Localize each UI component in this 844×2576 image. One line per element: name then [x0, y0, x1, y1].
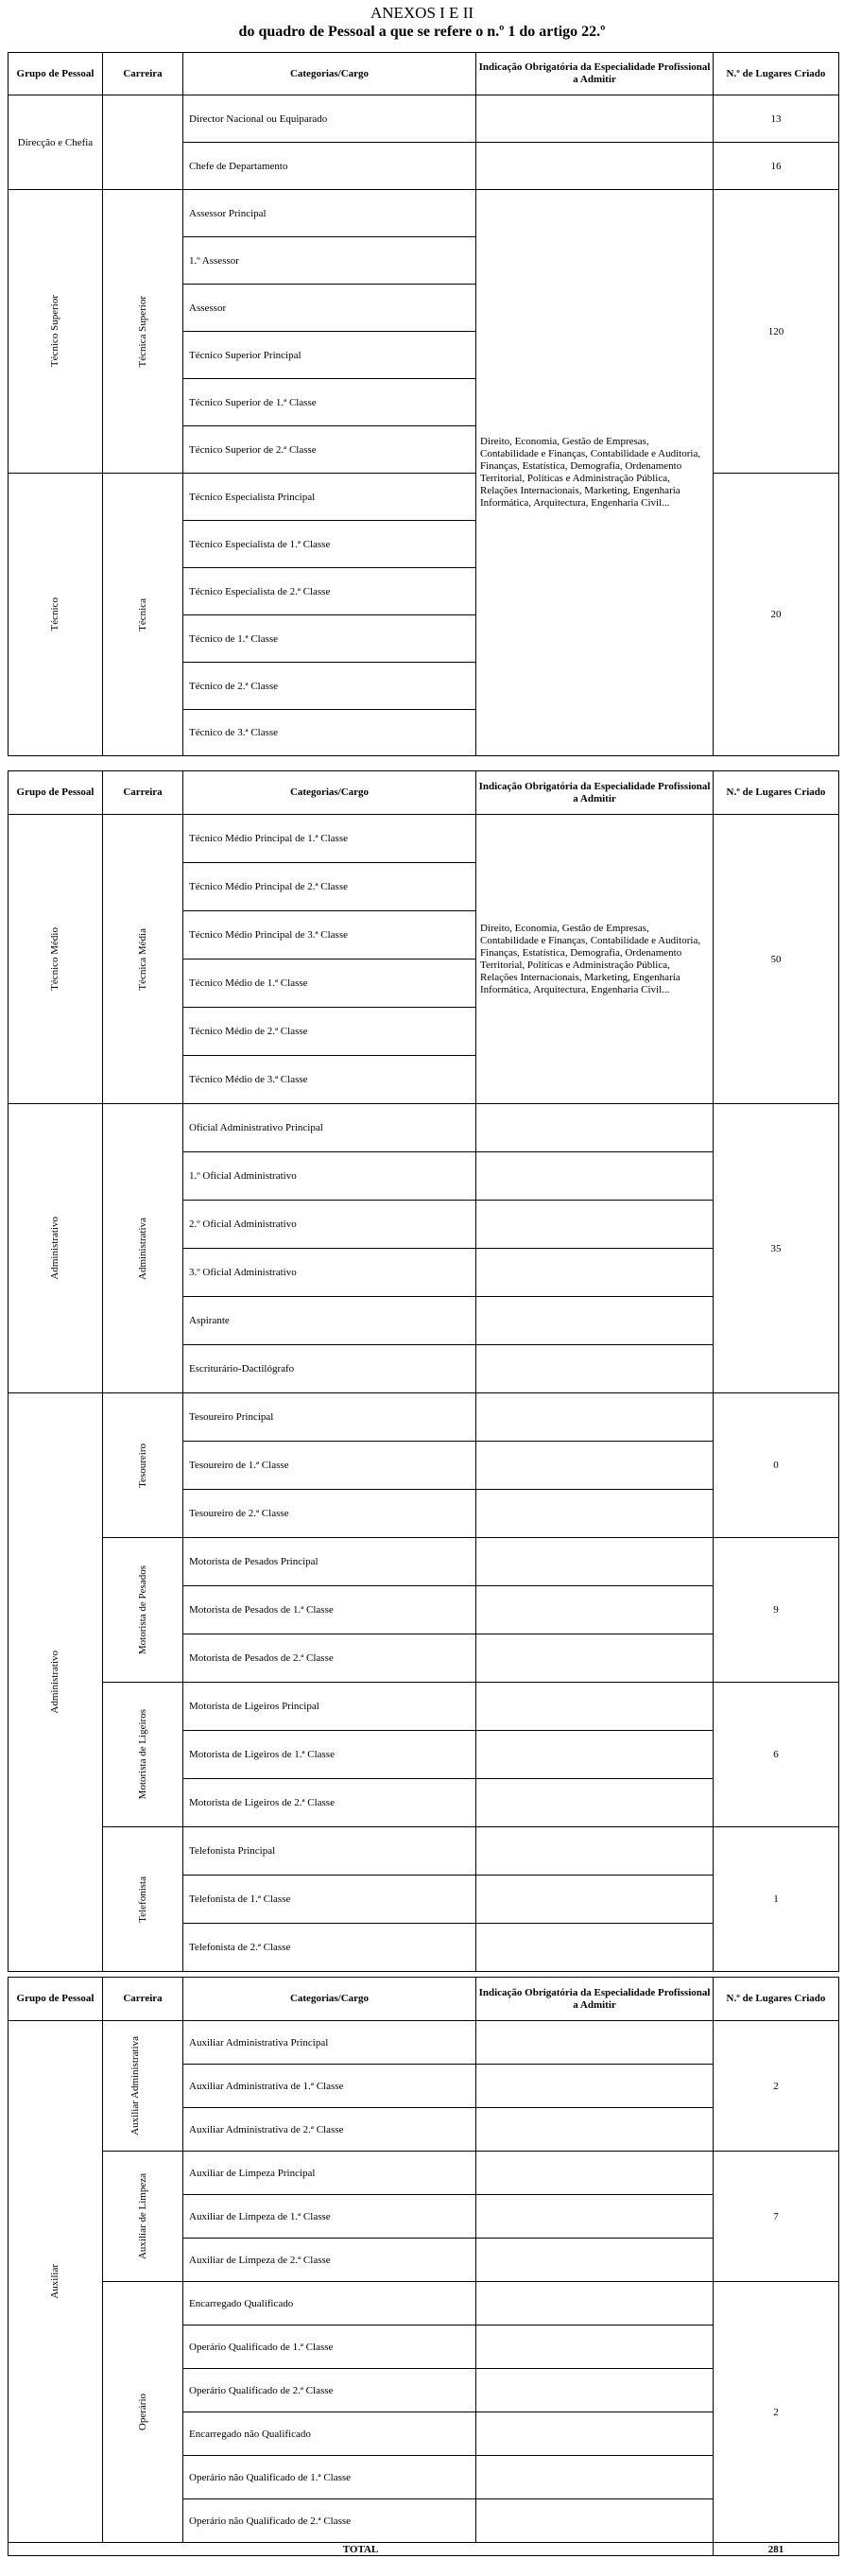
indicacao-cell — [476, 1683, 714, 1731]
categoria-cell: 3.º Oficial Administrativo — [183, 1249, 476, 1297]
header-indicacao: Indicação Obrigatória da Especialidade Profissional a Admitir — [476, 1978, 714, 2021]
carreira-cell: Técnica — [103, 474, 183, 756]
indicacao-cell — [476, 1345, 714, 1393]
categoria-cell: Técnico de 2.ª Classe — [183, 663, 476, 710]
categoria-cell: Telefonista Principal — [183, 1827, 476, 1876]
indicacao-cell — [476, 95, 714, 143]
lugares-cell: 9 — [714, 1538, 839, 1683]
total-row — [9, 2543, 839, 2556]
categoria-cell: Técnico Médio Principal de 2.ª Classe — [183, 863, 476, 911]
categoria-cell: Assessor — [183, 285, 476, 332]
lugares-cell: 0 — [714, 1393, 839, 1538]
categoria-cell: Motorista de Pesados de 2.ª Classe — [183, 1634, 476, 1683]
grupo-cell: Técnico — [9, 474, 103, 756]
categoria-cell: Técnico Especialista de 2.ª Classe — [183, 568, 476, 615]
categoria-cell: Motorista de Pesados Principal — [183, 1538, 476, 1586]
lugares-cell: 20 — [714, 474, 839, 756]
indicacao-cell — [476, 2412, 714, 2456]
categoria-cell: Telefonista de 1.ª Classe — [183, 1876, 476, 1924]
table-3 — [8, 1977, 839, 2556]
indicacao-cell — [476, 1634, 714, 1683]
indicacao-cell — [476, 1201, 714, 1249]
categoria-cell: Motorista de Pesados de 1.ª Classe — [183, 1586, 476, 1634]
categoria-cell: Escriturário-Dactilógrafo — [183, 1345, 476, 1393]
table-header — [9, 53, 839, 95]
indicacao-cell — [476, 1876, 714, 1924]
carreira-cell: Administrativa — [103, 1104, 183, 1393]
table-row — [9, 1683, 839, 1731]
header-carreira: Carreira — [103, 771, 183, 815]
header-indicacao: Indicação Obrigatória da Especialidade Profissional a Admitir — [476, 771, 714, 815]
table-row — [9, 1538, 839, 1586]
indicacao-cell — [476, 2152, 714, 2195]
categoria-cell: Técnico Médio de 2.ª Classe — [183, 1008, 476, 1056]
indicacao-cell — [476, 1104, 714, 1152]
table-row — [9, 190, 839, 237]
table-row — [9, 474, 839, 521]
indicacao-cell — [476, 1586, 714, 1634]
table-row — [9, 1827, 839, 1876]
indicacao-cell — [476, 1152, 714, 1201]
lugares-cell: 1 — [714, 1827, 839, 1972]
categoria-cell: Auxiliar Administrativa de 1.ª Classe — [183, 2065, 476, 2108]
carreira-cell: Motorista de Ligeiros — [103, 1683, 183, 1827]
grupo-cell: Técnico Superior — [9, 190, 103, 474]
grupo-cell: Administrativo — [9, 1393, 103, 1972]
header-categorias: Categorias/Cargo — [183, 771, 476, 815]
categoria-cell: Técnico Médio de 3.ª Classe — [183, 1056, 476, 1104]
categoria-cell: Operário não Qualificado de 2.ª Classe — [183, 2499, 476, 2543]
lugares-cell: 120 — [714, 190, 839, 474]
indicacao-cell — [476, 2065, 714, 2108]
categoria-cell: Auxiliar de Limpeza de 1.ª Classe — [183, 2195, 476, 2239]
grupo-cell: Técnico Médio — [9, 815, 103, 1104]
categoria-cell: Operário não Qualificado de 1.ª Classe — [183, 2456, 476, 2499]
header-categorias: Categorias/Cargo — [183, 1978, 476, 2021]
table-row — [9, 1393, 839, 1442]
categoria-cell: Motorista de Ligeiros Principal — [183, 1683, 476, 1731]
grupo-cell: Auxiliar — [9, 2021, 103, 2543]
table-row — [9, 2152, 839, 2195]
carreira-cell: Técnica Superior — [103, 190, 183, 474]
header-lugares: N.º de Lugares Criado — [714, 53, 839, 95]
categoria-cell: 1.º Assessor — [183, 237, 476, 285]
categoria-cell: Técnico Especialista Principal — [183, 474, 476, 521]
categoria-cell: Tesoureiro de 2.ª Classe — [183, 1490, 476, 1538]
categoria-cell: Encarregado Qualificado — [183, 2282, 476, 2325]
categoria-cell: Auxiliar Administrativa de 2.ª Classe — [183, 2108, 476, 2152]
lugares-cell: 2 — [714, 2021, 839, 2152]
header-grupo: Grupo de Pessoal — [9, 771, 103, 815]
categoria-cell: Técnico Médio Principal de 1.ª Classe — [183, 815, 476, 863]
table-1 — [8, 52, 839, 756]
indicacao-cell — [476, 1249, 714, 1297]
table-2 — [8, 770, 839, 1972]
categoria-cell: Técnico de 1.ª Classe — [183, 615, 476, 663]
table-row — [9, 2021, 839, 2065]
table-row — [9, 2282, 839, 2325]
header-lugares: N.º de Lugares Criado — [714, 1978, 839, 2021]
categoria-cell: Técnico Superior de 1.ª Classe — [183, 379, 476, 426]
carreira-cell: Tesoureiro — [103, 1393, 183, 1538]
categoria-cell: Operário Qualificado de 1.ª Classe — [183, 2325, 476, 2369]
categoria-cell: Chefe de Departamento — [183, 143, 476, 190]
table-row — [9, 95, 839, 143]
categoria-cell: Motorista de Ligeiros de 1.ª Classe — [183, 1731, 476, 1779]
carreira-cell: Motorista de Pesados — [103, 1538, 183, 1683]
indicacao-cell — [476, 1731, 714, 1779]
lugares-cell: 2 — [714, 2282, 839, 2543]
header-carreira: Carreira — [103, 1978, 183, 2021]
indicacao-cell — [476, 143, 714, 190]
annex-title: ANEXOS I E II — [370, 4, 474, 22]
table-row — [9, 1104, 839, 1152]
indicacao-cell — [476, 2108, 714, 2152]
indicacao-cell — [476, 1827, 714, 1876]
table-header — [9, 771, 839, 815]
header-grupo: Grupo de Pessoal — [9, 1978, 103, 2021]
categoria-cell: Director Nacional ou Equiparado — [183, 95, 476, 143]
indicacao-cell — [476, 2021, 714, 2065]
lugares-cell: 7 — [714, 2152, 839, 2282]
categoria-cell: Telefonista de 2.ª Classe — [183, 1924, 476, 1972]
categoria-cell: Técnico de 3.ª Classe — [183, 710, 476, 756]
indicacao-cell — [476, 1393, 714, 1442]
indicacao-cell — [476, 1924, 714, 1972]
annex-subtitle: do quadro de Pessoal a que se refere o n.º 1 do artigo 22.º — [238, 24, 606, 40]
header-categorias: Categorias/Cargo — [183, 53, 476, 95]
categoria-cell: Técnico Médio Principal de 3.ª Classe — [183, 911, 476, 960]
indicacao-cell — [476, 1442, 714, 1490]
categoria-cell: Auxiliar de Limpeza Principal — [183, 2152, 476, 2195]
categoria-cell: 2.º Oficial Administrativo — [183, 1201, 476, 1249]
indicacao-cell — [476, 2282, 714, 2325]
categoria-cell: Aspirante — [183, 1297, 476, 1345]
table-header — [9, 1978, 839, 2021]
lugares-cell: 50 — [714, 815, 839, 1104]
grupo-cell: Administrativo — [9, 1104, 103, 1393]
carreira-cell — [103, 95, 183, 190]
categoria-cell: Auxiliar de Limpeza de 2.ª Classe — [183, 2239, 476, 2282]
categoria-cell: Técnico Superior de 2.ª Classe — [183, 426, 476, 474]
indicacao-cell — [476, 2499, 714, 2543]
header-grupo: Grupo de Pessoal — [9, 53, 103, 95]
table-row — [9, 815, 839, 863]
indicacao-cell — [476, 1779, 714, 1827]
especialidade-cell: Direito, Economia, Gestão de Empresas, Contabilidade e Finanças, Contabilidade e Auditoria, Finanças, Estatística, Demografia, Ordenamento Territorial, Políticas e Administração Pública, Relações Internacionais, Marketing, Engenharia Informática, Arquitectura, Engenharia Civil... — [476, 190, 714, 756]
carreira-cell: Auxiliar Administrativa — [103, 2021, 183, 2152]
categoria-cell: Técnico Especialista de 1.ª Classe — [183, 521, 476, 568]
carreira-cell: Auxiliar de Limpeza — [103, 2152, 183, 2282]
indicacao-cell — [476, 2369, 714, 2412]
indicacao-cell — [476, 2325, 714, 2369]
categoria-cell: Auxiliar Administrativa Principal — [183, 2021, 476, 2065]
grupo-cell: Direcção e Chefia — [9, 95, 103, 190]
lugares-cell: 6 — [714, 1683, 839, 1827]
header-carreira: Carreira — [103, 53, 183, 95]
total-label: TOTAL — [9, 2543, 714, 2556]
lugares-cell: 13 — [714, 95, 839, 143]
carreira-cell: Técnica Média — [103, 815, 183, 1104]
categoria-cell: Técnico Superior Principal — [183, 332, 476, 379]
total-value: 281 — [714, 2543, 839, 2556]
indicacao-cell — [476, 2195, 714, 2239]
indicacao-cell — [476, 2239, 714, 2282]
categoria-cell: Técnico Médio de 1.ª Classe — [183, 960, 476, 1008]
especialidade-cell: Direito, Economia, Gestão de Empresas, Contabilidade e Finanças, Contabilidade e Auditoria, Finanças, Estatística, Demografia, Ordenamento Territorial, Políticas e Administração Pública, Relações Internacionais, Marketing, Engenharia Informática, Arquitectura, Engenharia Civil... — [476, 815, 714, 1104]
categoria-cell: Assessor Principal — [183, 190, 476, 237]
categoria-cell: Operário Qualificado de 2.ª Classe — [183, 2369, 476, 2412]
header-lugares: N.º de Lugares Criado — [714, 771, 839, 815]
header-indicacao: Indicação Obrigatória da Especialidade Profissional a Admitir — [476, 53, 714, 95]
lugares-cell: 35 — [714, 1104, 839, 1393]
indicacao-cell — [476, 1297, 714, 1345]
lugares-cell: 16 — [714, 143, 839, 190]
carreira-cell: Operário — [103, 2282, 183, 2543]
indicacao-cell — [476, 1490, 714, 1538]
indicacao-cell — [476, 1538, 714, 1586]
categoria-cell: Motorista de Ligeiros de 2.ª Classe — [183, 1779, 476, 1827]
categoria-cell: Oficial Administrativo Principal — [183, 1104, 476, 1152]
indicacao-cell — [476, 2456, 714, 2499]
carreira-cell: Telefonista — [103, 1827, 183, 1972]
categoria-cell: Tesoureiro Principal — [183, 1393, 476, 1442]
categoria-cell: Encarregado não Qualificado — [183, 2412, 476, 2456]
categoria-cell: 1.º Oficial Administrativo — [183, 1152, 476, 1201]
categoria-cell: Tesoureiro de 1.ª Classe — [183, 1442, 476, 1490]
